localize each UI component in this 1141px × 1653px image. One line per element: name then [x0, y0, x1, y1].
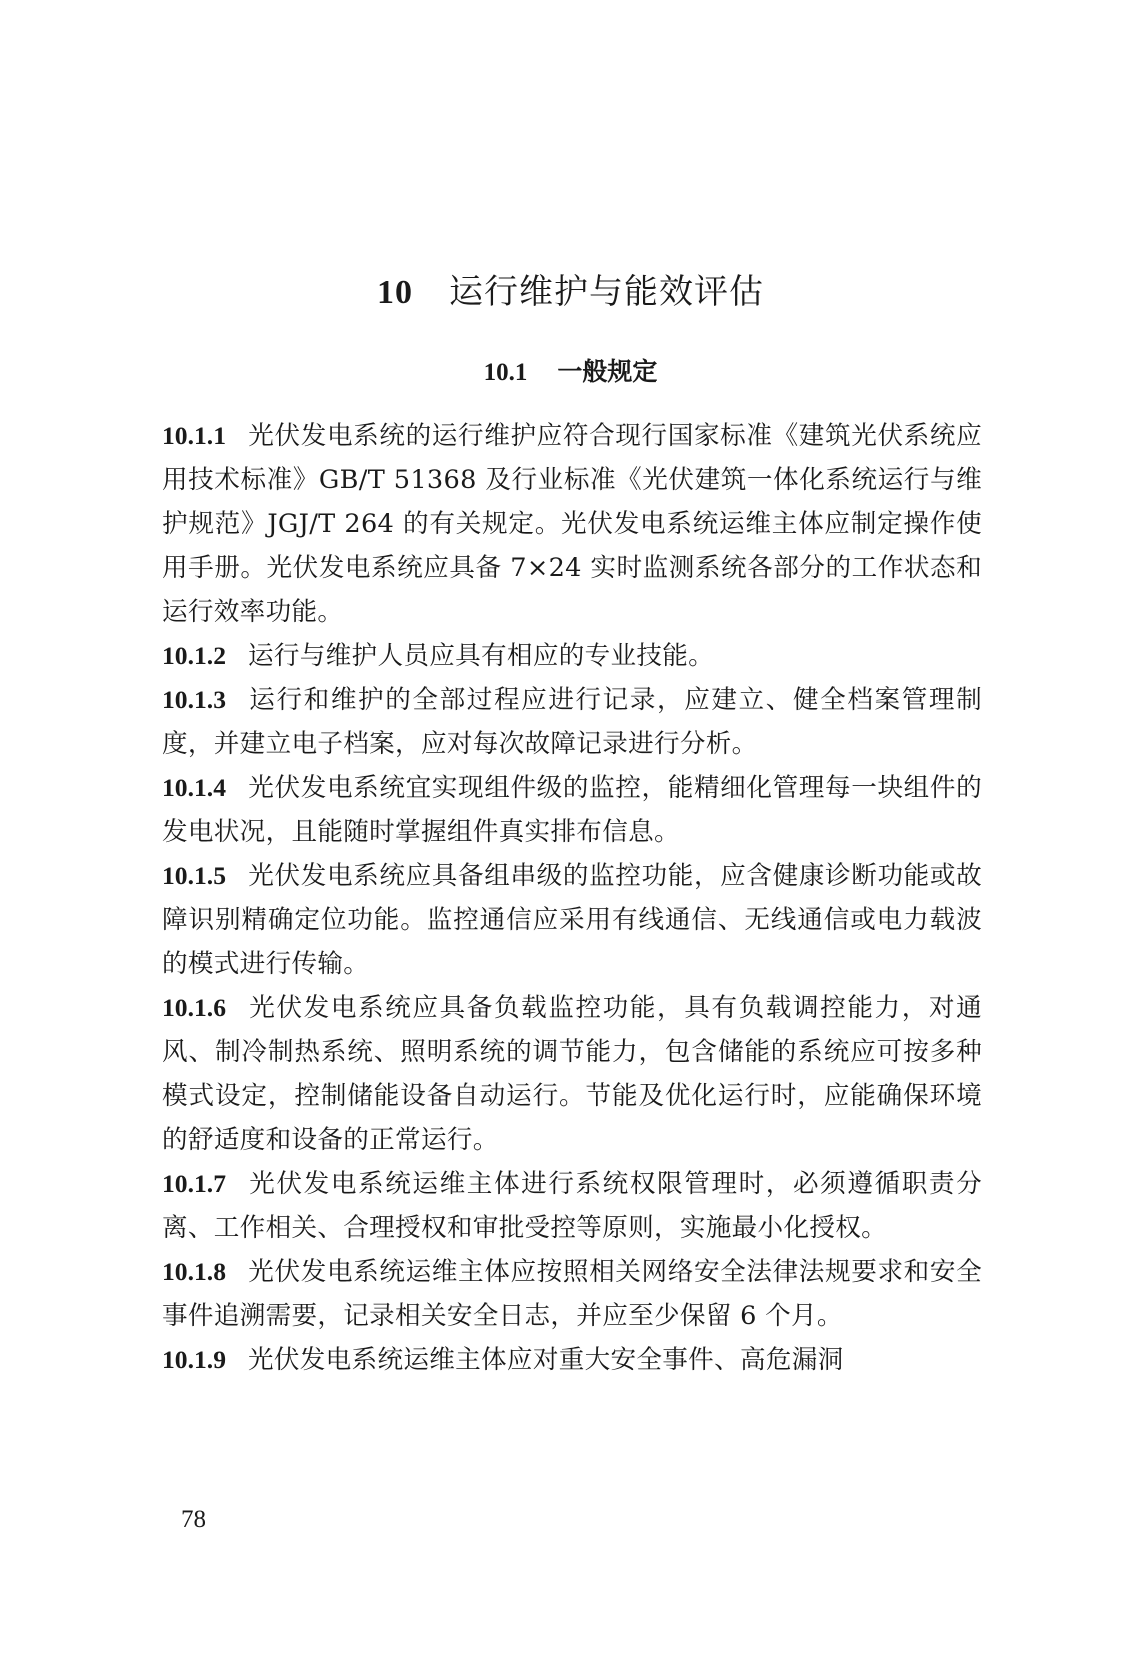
clause-text: 光伏发电系统运维主体应按照相关网络安全法律法规要求和安全事件追溯需要，记录相关安全日志，并应至少保留 6 个月。 [162, 1257, 982, 1331]
clause-10-1-4 [162, 766, 982, 854]
clause-10-1-8 [162, 1250, 982, 1338]
clause-10-1-5 [162, 854, 982, 986]
section-title [0, 356, 1141, 389]
clause-10-1-6 [162, 986, 982, 1162]
section-number: 10.1 [483, 359, 528, 386]
chapter-number: 10 [377, 274, 413, 311]
clause-text: 光伏发电系统应具备负载监控功能，具有负载调控能力，对通风、制冷制热系统、照明系统的调节能力，包含储能的系统应可按多种模式设定，控制储能设备自动运行。节能及优化运行时，应能确保环境的舒适度和设备的正常运行。 [162, 993, 982, 1155]
clause-10-1-2 [162, 634, 982, 678]
clause-text: 运行与维护人员应具有相应的专业技能。 [247, 641, 715, 671]
clause-text: 光伏发电系统的运行维护应符合现行国家标准《建筑光伏系统应用技术标准》GB/T 51368 及行业标准《光伏建筑一体化系统运行与维护规范》JGJ/T 264 的有关规定。光伏发电系统运维主体应制定操作使用手册。光伏发电系统应具备 7×24 实时监测系统各部分的工作状态和运行效率功能。 [162, 421, 982, 627]
clause-text: 光伏发电系统应具备组串级的监控功能，应含健康诊断功能或故障识别精确定位功能。监控通信应采用有线通信、无线通信或电力载波的模式进行传输。 [162, 861, 982, 979]
clause-text: 光伏发电系统运维主体进行系统权限管理时，必须遵循职责分离、工作相关、合理授权和审批受控等原则，实施最小化授权。 [162, 1169, 982, 1243]
clause-list [162, 414, 982, 1382]
chapter-title-text: 运行维护与能效评估 [449, 272, 764, 312]
clause-text: 运行和维护的全部过程应进行记录，应建立、健全档案管理制度，并建立电子档案，应对每次故障记录进行分析。 [162, 685, 982, 759]
clause-number: 10.1.9 [162, 1345, 226, 1374]
clause-number: 10.1.4 [162, 773, 226, 802]
clause-text: 光伏发电系统宜实现组件级的监控，能精细化管理每一块组件的发电状况，且能随时掌握组件真实排布信息。 [162, 773, 982, 847]
clause-number: 10.1.3 [162, 685, 226, 714]
clause-number: 10.1.5 [162, 861, 226, 890]
clause-text: 光伏发电系统运维主体应对重大安全事件、高危漏洞 [247, 1345, 844, 1375]
page-number: 78 [181, 1506, 206, 1533]
clause-number: 10.1.1 [162, 421, 226, 450]
clause-number: 10.1.2 [162, 641, 226, 670]
clause-10-1-1 [162, 414, 982, 634]
clause-number: 10.1.6 [162, 993, 226, 1022]
section-title-text: 一般规定 [557, 357, 658, 386]
clause-10-1-3 [162, 678, 982, 766]
clause-number: 10.1.7 [162, 1169, 226, 1198]
clause-number: 10.1.8 [162, 1257, 226, 1286]
clause-10-1-9 [162, 1338, 982, 1382]
chapter-title [0, 272, 1141, 313]
clause-10-1-7 [162, 1162, 982, 1250]
